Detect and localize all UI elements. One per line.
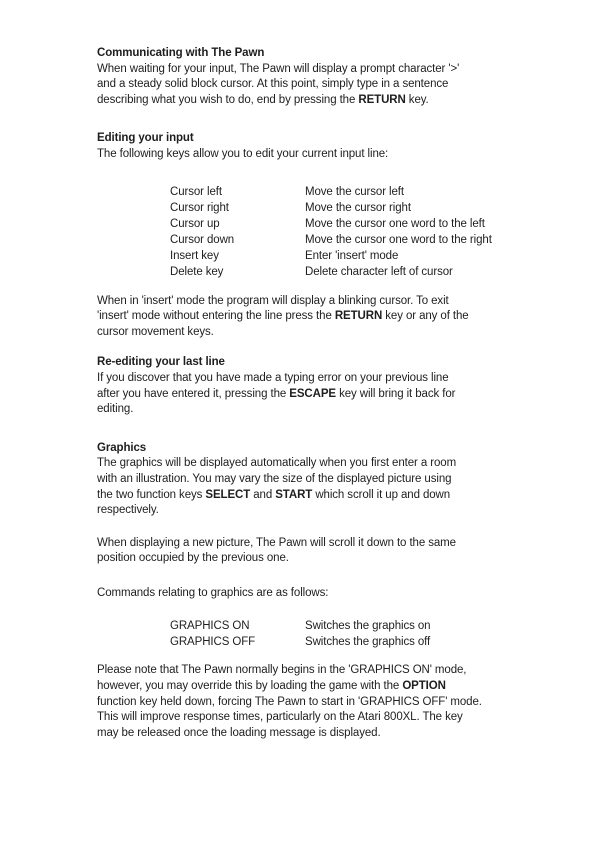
- key-description: Move the cursor left: [305, 185, 404, 198]
- text-line: If you discover that you have made a typing error on your previous line: [97, 371, 449, 384]
- paragraph-graphics-commands-intro: [97, 586, 537, 602]
- page-content: [97, 46, 537, 741]
- command-name: GRAPHICS OFF: [170, 636, 256, 649]
- table-row: [97, 618, 537, 634]
- text-line: The graphics will be displayed automatically when you first enter a room: [97, 457, 457, 470]
- text-line: The following keys allow you to edit your current input line:: [97, 147, 389, 160]
- table-row: [97, 264, 537, 280]
- command-description: Switches the graphics on: [305, 620, 431, 633]
- text-line: the two function keys SELECT and START which scroll it up and down: [97, 488, 451, 501]
- key-name: Delete key: [170, 265, 224, 278]
- key-description: Move the cursor one word to the right: [305, 233, 492, 246]
- text-line: describing what you wish to do, end by pressing the RETURN key.: [97, 93, 429, 106]
- text-line: function key held down, forcing The Pawn to start in 'GRAPHICS OFF' mode.: [97, 695, 482, 708]
- command-name: GRAPHICS ON: [170, 620, 250, 633]
- text-line: When displaying a new picture, The Pawn will scroll it down to the same: [97, 536, 456, 549]
- text-line: editing.: [97, 403, 134, 416]
- text-line: with an illustration. You may vary the size of the displayed picture using: [97, 472, 452, 485]
- section-heading-editing: Editing your input: [97, 132, 194, 145]
- section-heading-communicating: Communicating with The Pawn: [97, 47, 265, 59]
- table-row: [97, 248, 537, 264]
- text-line: however, you may override this by loading the game with the OPTION: [97, 680, 446, 693]
- paragraph-editing-intro: [97, 147, 537, 163]
- key-description: Enter 'insert' mode: [305, 249, 399, 262]
- editing-keys-table: [97, 184, 537, 280]
- key-description: Move the cursor right: [305, 201, 411, 214]
- paragraph-insert-mode: [97, 294, 537, 341]
- table-row: [97, 634, 537, 650]
- paragraph-graphics-2: [97, 536, 537, 567]
- paragraph-graphics-1: [97, 456, 537, 518]
- text-line: Commands relating to graphics are as follows:: [97, 586, 329, 599]
- key-name: Cursor left: [170, 185, 222, 198]
- command-description: Switches the graphics off: [305, 636, 431, 649]
- key-name: Insert key: [170, 249, 219, 262]
- text-line: and a steady solid block cursor. At this point, simply type in a sentence: [97, 78, 449, 91]
- section-heading-reediting: Re-editing your last line: [97, 356, 225, 369]
- section-heading-graphics: Graphics: [97, 441, 147, 454]
- table-row: [97, 184, 537, 200]
- paragraph-reediting: [97, 371, 537, 418]
- paragraph-communicating: [97, 62, 537, 109]
- key-description: Delete character left of cursor: [305, 265, 453, 278]
- key-name: Cursor up: [170, 217, 220, 230]
- text-line: When in 'insert' mode the program will display a blinking cursor. To exit: [97, 294, 449, 307]
- paragraph-graphics-note: [97, 663, 537, 741]
- table-row: [97, 200, 537, 216]
- key-name: Cursor down: [170, 233, 235, 246]
- text-line: position occupied by the previous one.: [97, 552, 289, 565]
- key-name: Cursor right: [170, 201, 229, 214]
- text-line: respectively.: [97, 504, 159, 517]
- key-description: Move the cursor one word to the left: [305, 217, 485, 230]
- text-line: Please note that The Pawn normally begins in the 'GRAPHICS ON' mode,: [97, 664, 467, 677]
- text-line: 'insert' mode without entering the line press the RETURN key or any of the: [97, 310, 469, 323]
- text-line: When waiting for your input, The Pawn will display a prompt character '>': [97, 62, 460, 75]
- graphics-commands-table: [97, 618, 537, 650]
- table-row: [97, 232, 537, 248]
- table-row: [97, 216, 537, 232]
- text-line: cursor movement keys.: [97, 325, 214, 338]
- text-line: This will improve response times, particularly on the Atari 800XL. The key: [97, 711, 463, 724]
- text-line: after you have entered it, pressing the ESCAPE key will bring it back for: [97, 387, 456, 400]
- text-line: may be released once the loading message is displayed.: [97, 726, 381, 739]
